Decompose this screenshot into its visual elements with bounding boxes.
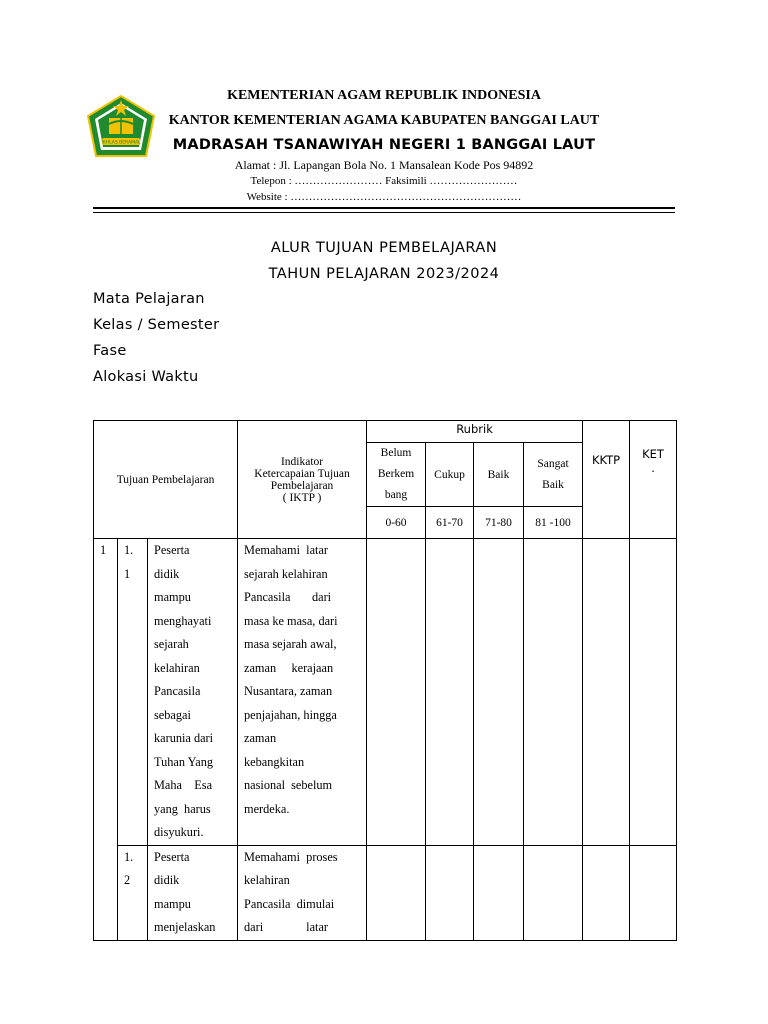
tujuan-cell: Peserta didik mampu menjelaskan — [148, 845, 238, 940]
header-rule-thick — [93, 207, 675, 209]
score-baik-cell[interactable] — [474, 845, 524, 940]
header-baik: Baik — [474, 443, 524, 507]
document-year: TAHUN PELAJARAN 2023/2024 — [268, 266, 500, 282]
ket-cell[interactable] — [630, 539, 677, 846]
header-website: Website : ……………………………………………………… — [246, 191, 522, 203]
header-phone: Telepon : …………………… Faksimili …………………… — [250, 175, 518, 187]
indikator-cell: Memahami latar sejarah kelahiran Pancasila dari masa ke masa, dari masa sejarah awal, zaman kerajaan Nusantara, zaman penjajahan, hingga zaman kebangkitan nasional sebelum merdeka. — [238, 539, 367, 846]
score-belum-cell[interactable] — [367, 539, 426, 846]
ket-cell[interactable] — [630, 845, 677, 940]
score-sangat-baik-cell[interactable] — [524, 539, 583, 846]
header-tujuan: Tujuan Pembelajaran — [94, 421, 238, 539]
score-baik-cell[interactable] — [474, 539, 524, 846]
range-baik: 71-80 — [474, 507, 524, 539]
header-ministry: KEMENTERIAN AGAM REPUBLIK INDONESIA — [227, 88, 541, 103]
header-ket: KET . — [630, 421, 677, 539]
atp-table — [93, 420, 677, 941]
field-fase: Fase — [93, 343, 127, 359]
field-kelas-semester: Kelas / Semester — [93, 317, 220, 333]
table-row — [94, 539, 677, 846]
row-number: 1 — [94, 539, 118, 941]
header-belum-berkembang: Belum Berkem bang — [367, 443, 426, 507]
document-title: ALUR TUJUAN PEMBELAJARAN — [270, 240, 498, 256]
tujuan-cell: Peserta didik mampu menghayati sejarah kelahiran Pancasila sebagai karunia dari Tuhan Yang Maha Esa yang harus disyukuri. — [148, 539, 238, 846]
header-rubrik: Rubrik — [367, 421, 583, 443]
indikator-cell: Memahami proses kelahiran Pancasila dimulai dari latar — [238, 845, 367, 940]
kktp-cell[interactable] — [583, 539, 630, 846]
sub-number: 1. 2 — [118, 845, 148, 940]
table-row — [94, 845, 677, 940]
header-office: KANTOR KEMENTERIAN AGAMA KABUPATEN BANGGAI LAUT — [168, 113, 600, 128]
header-address: Alamat : Jl. Lapangan Bola No. 1 Mansalean Kode Pos 94892 — [234, 158, 534, 172]
header-rule-thin — [93, 212, 675, 213]
field-mata-pelajaran: Mata Pelajaran — [93, 291, 205, 307]
header-indikator: Indikator Ketercapaian Tujuan Pembelajaran ( IKTP ) — [238, 421, 367, 539]
range-belum: 0-60 — [367, 507, 426, 539]
field-alokasi-waktu: Alokasi Waktu — [93, 369, 199, 385]
range-cukup: 61-70 — [426, 507, 474, 539]
kktp-cell[interactable] — [583, 845, 630, 940]
logo-motto: IKHLAS BERAMAL — [101, 140, 141, 146]
sub-number: 1. 1 — [118, 539, 148, 846]
score-sangat-baik-cell[interactable] — [524, 845, 583, 940]
score-cukup-cell[interactable] — [426, 845, 474, 940]
score-belum-cell[interactable] — [367, 845, 426, 940]
header-cukup: Cukup — [426, 443, 474, 507]
score-cukup-cell[interactable] — [426, 539, 474, 846]
range-sangat-baik: 81 -100 — [524, 507, 583, 539]
header-sangat-baik: Sangat Baik — [524, 443, 583, 507]
header-kktp: KKTP — [583, 421, 630, 539]
header-school: MADRASAH TSANAWIYAH NEGERI 1 BANGGAI LAUT — [172, 137, 596, 153]
